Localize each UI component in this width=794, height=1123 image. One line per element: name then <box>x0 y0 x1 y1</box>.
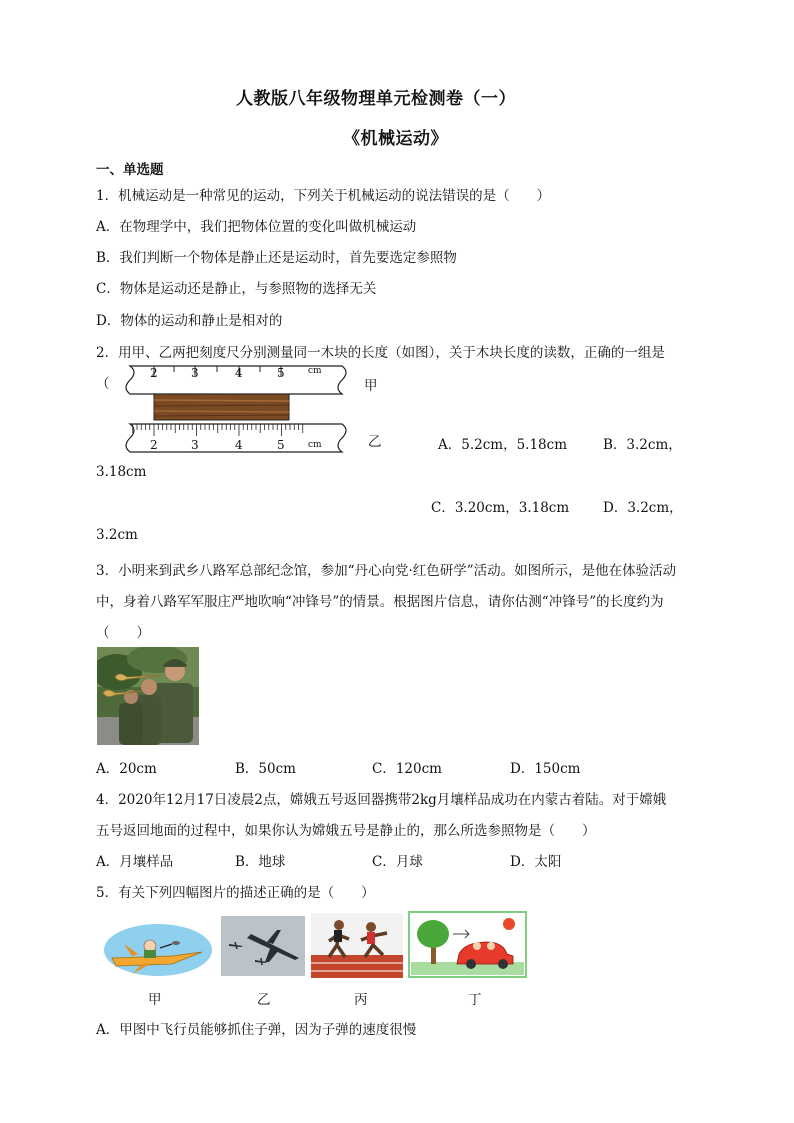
q4-option-a: A．月壤样品 <box>96 854 174 870</box>
q2-option-b-cont: 3.18cm <box>96 464 147 480</box>
q4-stem-line1: 4．2020年12月17日凌晨2点，嫦娥五号返回器携带2kg月壤样品成功在内蒙古着陆。对于嫦娥 <box>96 792 667 808</box>
picture-jia-pilot-bullet <box>102 916 214 980</box>
bugle-soldiers-photo <box>97 647 199 745</box>
q3-option-a: A．20cm <box>96 761 157 777</box>
q2-option-a: A．5.2cm，5.18cm <box>438 437 568 453</box>
ruler-jia-tick-3: 3 <box>191 366 199 380</box>
q1-option-c: C．物体是运动还是静止，与参照物的选择无关 <box>96 281 377 297</box>
q2-option-c: C．3.20cm，3.18cm <box>431 500 570 516</box>
ruler-figure <box>122 360 352 460</box>
q4-stem-line2: 五号返回地面的过程中，如果你认为嫦娥五号是静止的，那么所选参照物是（ ） <box>96 823 596 839</box>
picture-label-yi: 乙 <box>257 992 271 1008</box>
wood-block <box>154 394 289 420</box>
picture-yi-airplanes <box>221 916 305 976</box>
ruler-jia-tick-4: 4 <box>235 366 243 380</box>
q2-paren: （ <box>96 376 110 392</box>
picture-label-bing: 丙 <box>354 992 368 1008</box>
ruler-yi-tick-3: 3 <box>191 438 199 452</box>
q1-option-a: A．在物理学中，我们把物体位置的变化叫做机械运动 <box>96 219 417 235</box>
ruler-yi-unit: cm <box>308 440 322 450</box>
q3-paren: （ ） <box>96 625 150 641</box>
ruler-yi-tick-2: 2 <box>150 438 158 452</box>
ruler-jia-tick-2: 2 <box>150 366 158 380</box>
q4-option-b: B．地球 <box>235 854 286 870</box>
page-subtitle: 《机械运动》 <box>343 129 448 149</box>
ruler-yi-tick-4: 4 <box>235 438 243 452</box>
q3-option-c: C．120cm <box>372 761 442 777</box>
q1-option-b: B．我们判断一个物体是静止还是运动时，首先要选定参照物 <box>96 250 457 266</box>
q2-option-d-cont: 3.2cm <box>96 527 138 543</box>
ruler-yi-tick-5: 5 <box>277 438 285 452</box>
q1-option-d: D．物体的运动和静止是相对的 <box>96 313 283 329</box>
q5-stem: 5．有关下列四幅图片的描述正确的是（ ） <box>96 885 375 901</box>
q2-option-d: D．3.2cm， <box>603 500 683 516</box>
picture-label-jia: 甲 <box>148 992 162 1008</box>
q3-option-b: B．50cm <box>235 761 296 777</box>
ruler-jia-unit: cm <box>308 366 322 376</box>
ruler-jia-label: 甲 <box>364 378 378 394</box>
picture-bing-relay-runners <box>311 913 403 978</box>
section-heading: 一、单选题 <box>96 162 164 178</box>
q1-stem: 1．机械运动是一种常见的运动，下列关于机械运动的说法错误的是（ ） <box>96 188 551 204</box>
q3-stem-line1: 3．小明来到武乡八路军总部纪念馆，参加“丹心向党·红色研学”活动。如图所示，是他在体验活动 <box>96 563 677 579</box>
picture-ding-car-tree <box>409 912 526 977</box>
q4-option-c: C．月球 <box>372 854 423 870</box>
ruler-yi-label: 乙 <box>368 434 382 450</box>
q3-stem-line2: 中，身着八路军军服庄严地吹响“冲锋号”的情景。根据图片信息，请你估测“冲锋号”的长度约为 <box>96 594 664 610</box>
page-title: 人教版八年级物理单元检测卷（一） <box>236 89 516 109</box>
q5-option-a: A．甲图中飞行员能够抓住子弹，因为子弹的速度很慢 <box>96 1022 417 1038</box>
picture-label-ding: 丁 <box>468 992 482 1008</box>
q4-option-d: D．太阳 <box>510 854 562 870</box>
q2-option-b: B．3.2cm， <box>603 437 682 453</box>
q2-stem: 2．用甲、乙两把刻度尺分别测量同一木块的长度（如图），关于木块长度的读数，正确的一组是 <box>96 345 665 361</box>
ruler-jia-tick-5: 5 <box>277 366 285 380</box>
q3-option-d: D．150cm <box>510 761 581 777</box>
